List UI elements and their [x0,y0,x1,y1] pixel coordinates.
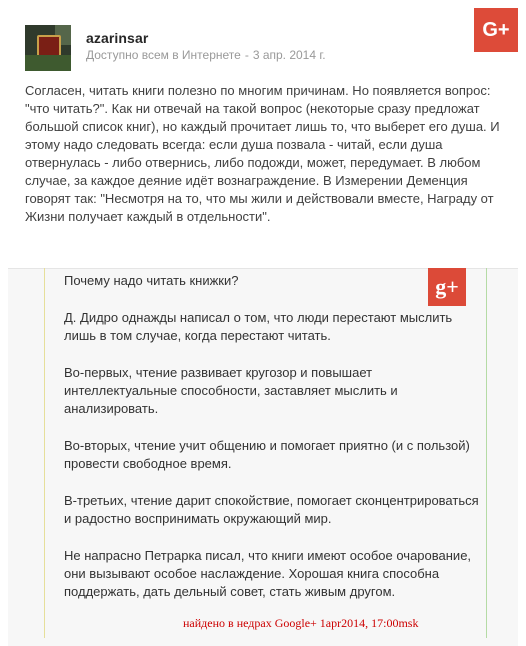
avatar[interactable] [25,25,71,71]
meta-separator: - [244,48,249,62]
attachment-paragraph: Не напрасно Петрарка писал, что книги имеют особое очарование, они вызывают особое наслаждение. Хорошая книга способна поддержать, дать дельный совет, стать живым другом. [64,548,472,599]
attachment-paragraph: Во-первых, чтение развивает кругозор и повышает интеллектуальные способности, заставляет мыслить и анализировать. [64,365,398,416]
page-margin-line [44,268,45,638]
visibility-label[interactable]: Доступно всем в Интернете [86,48,241,62]
post-date[interactable]: 3 апр. 2014 г. [252,48,326,62]
avatar-foliage [25,55,71,71]
gplus-icon[interactable]: G+ [474,8,518,52]
source-stamp: найдено в недрах Google+ 1apr2014, 17:00msk [183,616,419,630]
attachment-text [64,272,486,620]
author-name[interactable]: azarinsar [86,30,149,46]
attachment-paragraph: Во-вторых, чтение учит общению и помогает приятно (и с пользой) провести свободное время. [64,438,470,471]
attachment-heading: Почему надо читать книжки? [64,273,239,288]
page-margin-line-right [486,268,487,638]
post-meta [86,48,326,62]
post-body [25,82,513,226]
post-text: Согласен, читать книги полезно по многим причинам. Но появляется вопрос: "что читать?". Как ни отвечай на такой вопрос (некоторые сразу предложат большой список книг), но каждый прочитает лишь то, что выберет его душа. И этому надо следовать всегда: если душа позвала - читай, если душа отвернулась - либо отвернись, либо подожди, может, передумает. В любом случае, за каждое деяние идёт вознаграждение. В Измерении Деменция говорят так: "Несмотря на то, что мы жили и действовали вместе, Награду от Жизни получает каждый в отдельности". [25,83,500,224]
gplus-logo-icon: g+ [428,268,466,306]
attachment-paragraph: Д. Дидро однажды написал о том, что люди перестают мыслить лишь в том случае, когда перестают читать. [64,310,453,343]
attachment-paragraph: В-третьих, чтение дарит спокойствие, помогает сконцентрироваться и радостно воспринимать окружающий мир. [64,493,479,526]
